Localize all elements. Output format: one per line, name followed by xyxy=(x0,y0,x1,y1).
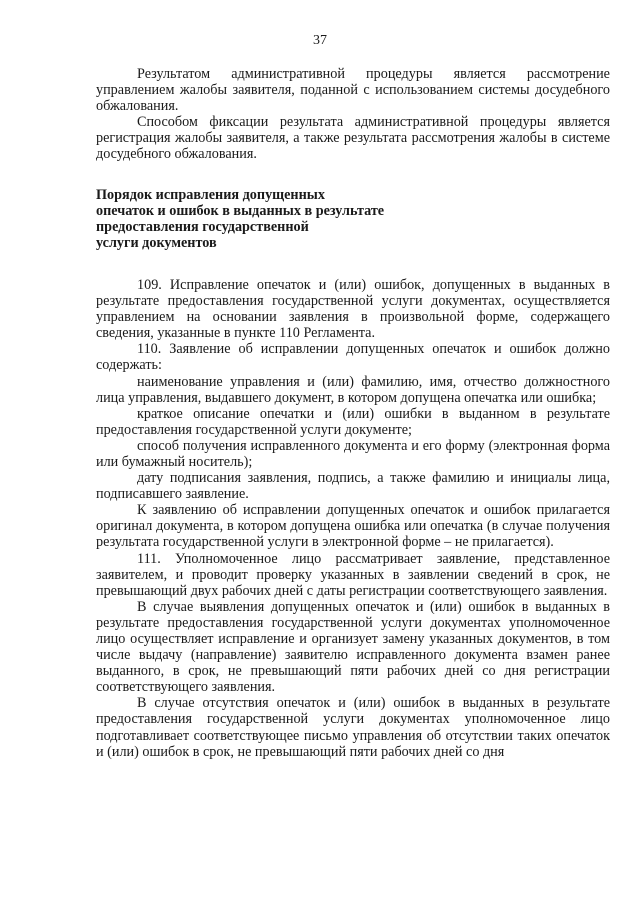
section-heading-line-2: опечаток и ошибок в выданных в результате xyxy=(96,202,385,219)
document-body xyxy=(96,66,610,760)
paragraph-110-item-1: наименование управления и (или) фамилию, имя, отчество должностного лица управления, выдавшего документ, в котором допущена опечатка или ошибка; xyxy=(96,373,610,406)
paragraph-109: 109. Исправление опечаток и (или) ошибок, допущенных в выданных в результате предоставления государственной услуги документах, осуществляется управлением на основании заявления в произвольной форме, содержащего сведения, указанные в пункте 110 Регламента. xyxy=(96,276,610,342)
section-heading-line-4: услуги документов xyxy=(96,234,217,251)
paragraph-attachment: К заявлению об исправлении допущенных опечаток и ошибок прилагается оригинал документа, в котором допущена ошибка или опечатка (в случае получения результата государственной услуги в электронной форме – не прилагается). xyxy=(96,502,610,551)
paragraph-111: 111. Уполномоченное лицо рассматривает заявление, представленное заявителем, и проводит проверку указанных в заявлении сведений в срок, не превышающий двух рабочих дней с даты регистрации соответствующего заявления. xyxy=(96,550,610,599)
section-heading-line-3: предоставления государственной xyxy=(96,218,309,235)
section-heading-line-1: Порядок исправления допущенных xyxy=(96,186,325,203)
intro-paragraph-1: Результатом административной процедуры является рассмотрение управлением жалобы заявителя, поданной с использованием системы досудебного обжалования. xyxy=(96,66,610,115)
intro-paragraph-2: Способом фиксации результата административной процедуры является регистрация жалобы заявителя, а также результата рассмотрения жалобы в системе досудебного обжалования. xyxy=(96,114,610,163)
paragraph-errors-found: В случае выявления допущенных опечаток и (или) ошибок в выданных в результате предоставления государственной услуги документах уполномоченное лицо осуществляет исправление и организует замену указанных документов, в том числе выдачу (направление) заявителю исправленного документа взамен ранее выданного, в срок, не превышающий пяти рабочих дней со дня регистрации соответствующего заявления. xyxy=(96,598,610,696)
paragraph-110-item-2: краткое описание опечатки и (или) ошибки в выданном в результате предоставления государственной услуги документе; xyxy=(96,405,610,438)
paragraph-110-item-4: дату подписания заявления, подпись, а также фамилию и инициалы лица, подписавшего заявление. xyxy=(96,470,610,503)
paragraph-110: 110. Заявление об исправлении допущенных опечаток и ошибок должно содержать: xyxy=(96,341,610,374)
paragraph-110-item-3: способ получения исправленного документа и его форму (электронная форма или бумажный носитель); xyxy=(96,437,610,470)
page-number: 37 xyxy=(313,33,327,48)
section-heading xyxy=(96,187,610,251)
paragraph-errors-absent: В случае отсутствия опечаток и (или) ошибок в выданных в результате предоставления государственной услуги документах уполномоченное лицо подготавливает соответствующее письмо управления об отсутствии таких опечаток и (или) ошибок в срок, не превышающий пяти рабочих дней со дня xyxy=(96,695,610,760)
